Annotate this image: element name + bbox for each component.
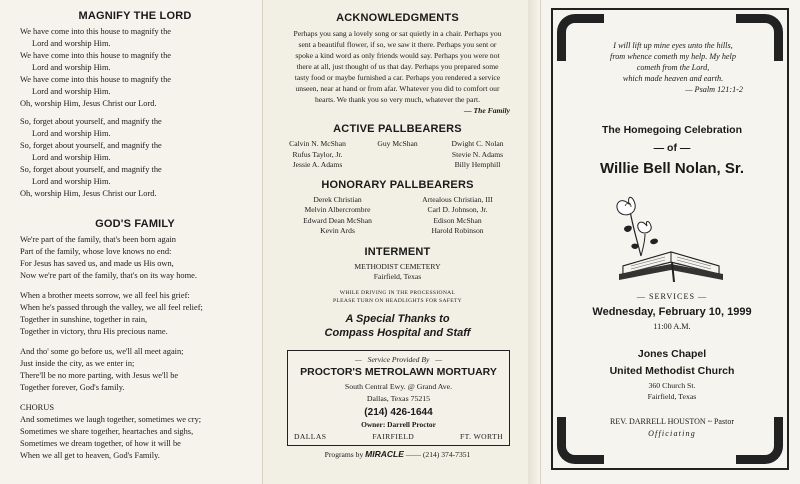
mortuary-name: PROCTOR'S METROLAWN MORTUARY [300,365,497,378]
lyric-line: When he's passed through the valley, we all feel relief; [20,303,203,312]
bible-rose-icon [601,186,741,286]
pallbearer-name [358,160,438,171]
ack-signoff: — The Family [464,106,510,115]
church-street: 360 Church St. [648,381,696,390]
lyric-line: When a brother meets sorrow, we all feel his grief: [20,291,190,300]
church-city: Fairfield, Texas [647,391,697,401]
lyric-line: There'll be no more parting, with Jesus we'll be [20,371,179,380]
mortuary-address-1: South Central Ewy. @ Grand Ave. [344,381,453,391]
miracle-brand: MIRACLE [365,448,404,459]
pallbearer-name [358,150,438,161]
processional-notice-2: PLEASE TURN ON HEADLIGHTS FOR SAFETY [333,298,462,304]
left-panel [0,0,262,484]
pallbearer-name: Artealous Christian, III [422,194,493,204]
pallbearer-name: Guy McShan [377,139,418,148]
ack-line: unseen, near at hand or from afar. Whatever you did to comfort our [295,84,500,93]
interment-city: Fairfield, Texas [373,272,422,281]
lyric-line: Oh, worship Him, Jesus Christ our Lord. [20,189,157,198]
ack-line: sent a beautiful flower, if so, we saw it there. Perhaps you sent or [298,40,497,49]
pallbearer-name: Stevie N. Adams [451,149,504,159]
lyric-line: So, forget about yourself, and magnify the [20,165,162,174]
processional-notice-1: WHILE DRIVING IN THE PROCESSIONAL [339,289,456,296]
pastor-name: REV. DARRELL HOUSTON ~ Pastor [610,417,734,426]
middle-panel [262,0,528,484]
lyric-line: Lord and worship Him. [32,87,111,96]
church-name-2: United Methodist Church [609,365,735,377]
programs-credit: Programs by MIRACLE —— (214) 374-7351 [324,448,471,459]
honorary-pallbearers [278,195,518,237]
pallbearer-name: Kevin Ards [320,226,355,235]
pallbearer-name: Carl D. Johnson, Jr. [427,205,488,214]
honorary-title: HONORARY PALLBEARERS [321,178,474,191]
deceased-name: Willie Bell Nolan, Sr. [599,160,745,177]
psalm-reference: — Psalm 121:1-2 [685,85,743,94]
lyric-line: Lord and worship Him. [32,153,111,162]
interment-place: METHODIST CEMETERY [354,261,441,271]
lyric-line: We're part of the family, that's been born again [20,235,176,244]
lyric-line: Now we're part of the family, that's on its way home. [20,271,197,280]
ack-text [275,28,520,105]
ack-title: ACKNOWLEDGMENTS [336,12,459,24]
ack-line: spoke a kind word as only friends would say. Perhaps you were not [295,51,500,60]
lyric-line: We have come into this house to magnify the [20,51,171,60]
lyric-line [20,282,250,290]
lyric-line: And tho' some go before us, we'll all meet again; [20,347,184,356]
city-dallas: DALLAS [294,431,327,441]
interment-title: INTERMENT [364,245,431,258]
mortuary-owner: Owner: Darrell Proctor [361,419,436,429]
active-title: ACTIVE PALLBEARERS [333,123,462,135]
of-divider: — of — [653,142,691,154]
homegoing-heading: The Homegoing Celebration [601,124,742,136]
special-thanks [275,312,520,340]
pallbearer-name: Billy Hemphill [454,160,501,169]
church-address [553,381,791,402]
city-fairfield: FAIRFIELD [372,431,415,441]
lyric-line: Part of the family, whose love knows no end: [20,247,172,256]
service-date: Wednesday, February 10, 1999 [592,306,752,318]
psalm-verse: I will lift up mine eyes unto the hills, from whence cometh my help. My help cometh from the Lord, which made heaven and earth. — Psalm 121:1-2 [593,40,753,95]
church-name-1: Jones Chapel [637,348,707,360]
lyric-line: Lord and worship Him. [32,39,111,48]
pallbearer-name: Edward Dean McShan [303,215,372,225]
family-lyrics [20,234,250,462]
pallbearer-name: Jessie A. Adams [292,160,343,169]
city-ft-worth: FT. WORTH [460,431,503,441]
service-time: 11:00 A.M. [653,322,691,331]
mortuary-address-2: Dallas, Texas 75215 [366,393,431,403]
pallbearer-name: Edison McShan [433,215,482,225]
cover-panel [540,0,800,484]
lyric-line: Together in victory, thru His precious name. [20,327,168,336]
pallbearer-name: Melvin Albercrombre [304,205,371,214]
active-pallbearers [278,139,518,171]
lyric-line: Together forever, God's family. [20,383,125,392]
lyric-line [20,394,250,402]
ack-line: there at all, just thought of us that day. Perhaps you prepared some [296,62,499,71]
lyric-line: Sometimes we dream together, of how it will be [20,439,181,448]
pallbearer-name: Calvin N. McShan [289,139,346,148]
ack-line: Perhaps you sang a lovely song or sat quietly in a chair. Perhaps you [293,29,502,38]
lyric-line: For Jesus has saved us, and made us His own, [20,259,174,268]
lyric-line: So, forget about yourself, and magnify the [20,117,162,126]
ack-line: tasty food or maybe furnished a car. Perhaps you rendered a service [294,73,501,82]
lyric-line: Lord and worship Him. [32,63,111,72]
mortuary-box [287,350,510,446]
lyric-line: When we all get to heaven, God's Family. [20,451,160,460]
lyric-line: Lord and worship Him. [32,177,111,186]
pallbearer-name: Rufus Taylor, Jr. [292,149,343,159]
service-provided-by: — Service Provided By — [354,354,442,364]
mortuary-cities [294,432,503,441]
magnify-lyrics [20,26,250,200]
pallbearer-name: Dwight C. Nolan [451,139,504,148]
pallbearer-name: Harold Robinson [431,226,484,235]
magnify-title: MAGNIFY THE LORD [78,10,192,22]
lyric-line: Just inside the city, as we enter in; [20,359,135,368]
ack-line: hearts. We thank you so very much, whatever the part. [315,95,480,104]
lyric-line: Oh, worship Him, Jesus Christ our Lord. [20,99,157,108]
lyric-line: And sometimes we laugh together, sometimes we cry; [20,415,202,424]
mortuary-phone: (214) 426-1644 [364,406,433,418]
lyric-line: Sometimes we share together, heartaches and sighs, [20,427,194,436]
special-thanks-line1: A Special Thanks to [345,312,450,325]
cover-frame [551,8,789,470]
lyric-line: CHORUS [20,403,54,412]
lyric-line: We have come into this house to magnify the [20,27,171,36]
family-title: GOD'S FAMILY [95,218,175,230]
officiating-label: Officiating [648,429,696,438]
lyric-line: We have come into this house to magnify the [20,75,171,84]
lyric-line: Together in sunshine, together in rain, [20,315,148,324]
pallbearer-name: Derek Christian [313,194,362,204]
special-thanks-line2: Compass Hospital and Staff [324,326,471,339]
lyric-line: So, forget about yourself, and magnify the [20,141,162,150]
fold-shadow [528,0,540,484]
services-label: — SERVICES — [636,292,708,301]
lyric-line [20,338,250,346]
lyric-line: Lord and worship Him. [32,129,111,138]
